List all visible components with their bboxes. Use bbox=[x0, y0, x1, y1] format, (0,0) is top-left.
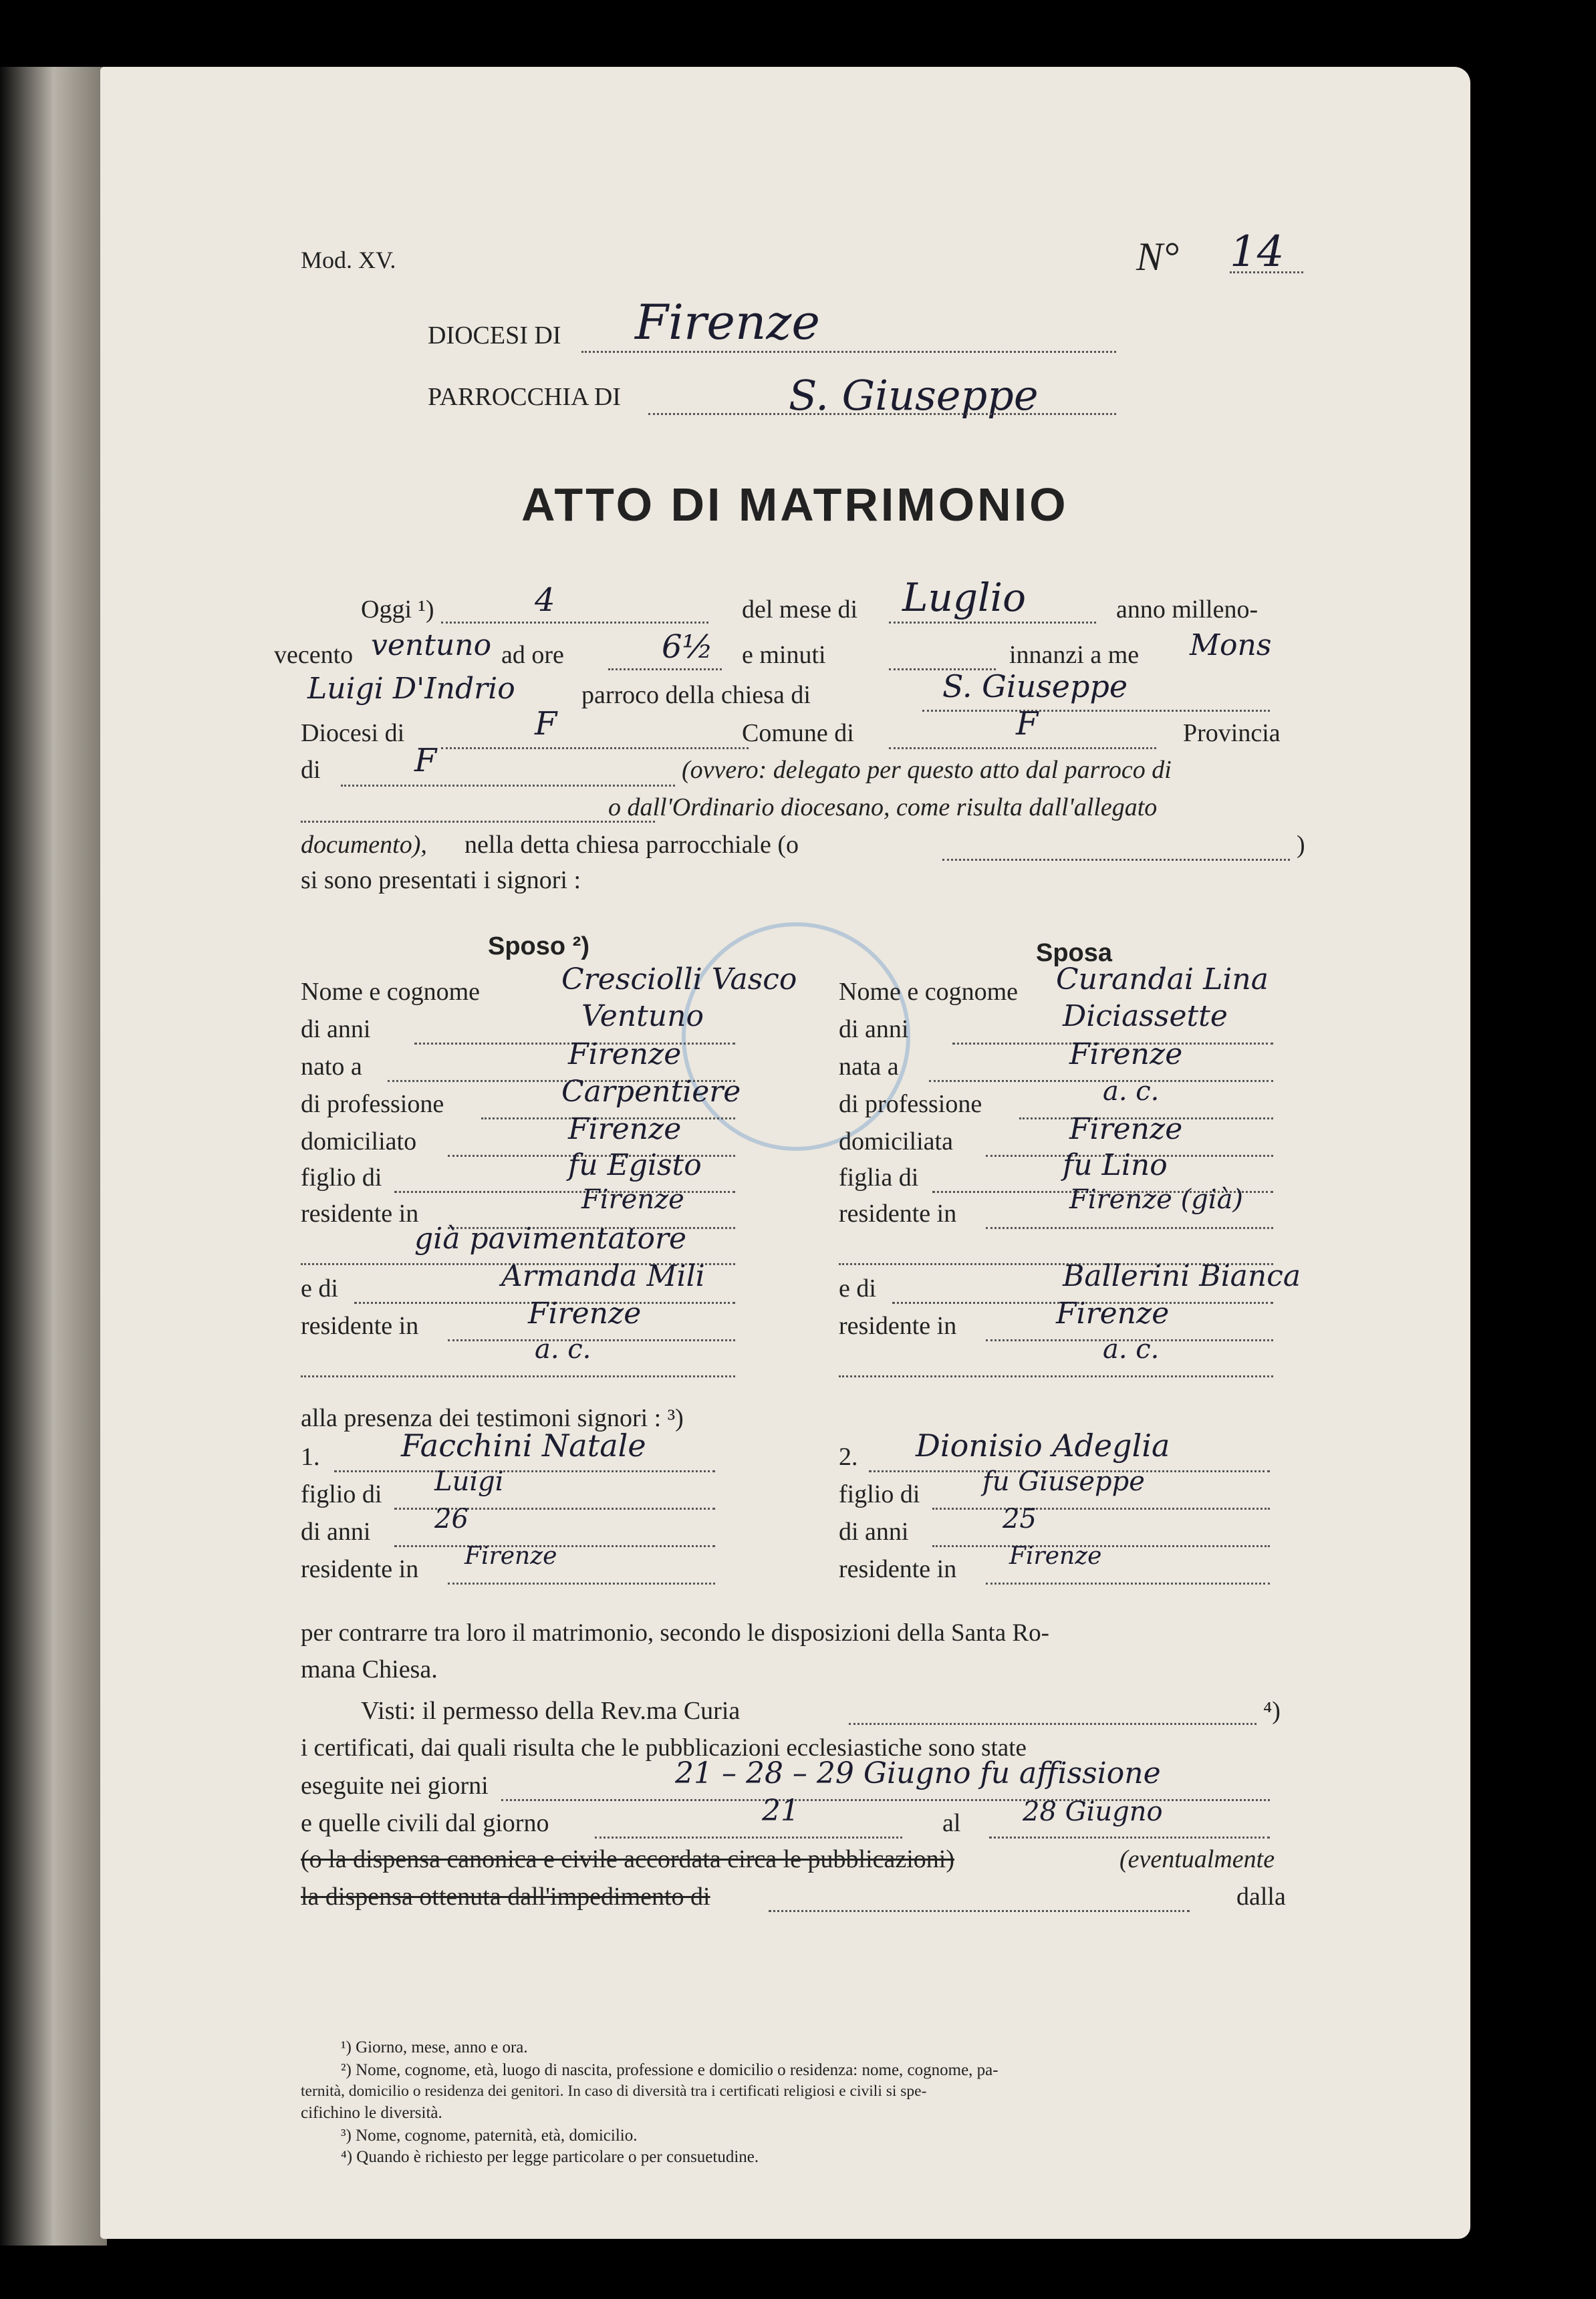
paren-close: ) bbox=[1297, 831, 1305, 859]
t2-anni-label: di anni bbox=[839, 1518, 909, 1546]
t2-name: Dionisio Adeglia bbox=[916, 1428, 1170, 1464]
sposo-nome-label: Nome e cognome bbox=[301, 978, 481, 1006]
sposa-prof-value: a. c. bbox=[1103, 1076, 1160, 1107]
del-mese-label: del mese di bbox=[742, 595, 858, 624]
dispensa-line1: (o la dispensa canonica e civile accordata circa le pubblicazioni) bbox=[301, 1845, 954, 1873]
number-value: 14 bbox=[1230, 227, 1285, 277]
ore-line bbox=[608, 668, 722, 670]
comune-line bbox=[889, 747, 1156, 749]
mese-value: Luglio bbox=[902, 575, 1027, 620]
sposa-res-label: residente in bbox=[839, 1200, 957, 1228]
sposo-dom-value: Firenze bbox=[568, 1112, 682, 1146]
comune-label: Comune di bbox=[742, 719, 854, 747]
t2-figlio-line bbox=[932, 1508, 1270, 1510]
sposa-res2-value: Firenze bbox=[1056, 1297, 1170, 1331]
chiesa-parrocchiale-line bbox=[942, 859, 1290, 861]
diocesi-line bbox=[581, 351, 1116, 353]
eseguite-value: 21 – 28 – 29 Giugno fu affissione bbox=[675, 1756, 1161, 1790]
sposo-prof-value: Carpentiere bbox=[561, 1075, 741, 1109]
sposa-heading: Sposa bbox=[1036, 939, 1113, 967]
footnote-2c: cifichino le diversità. bbox=[301, 2104, 442, 2122]
sposo-nome-value: Cresciolli Vasco bbox=[561, 962, 797, 996]
certificati-line: i certificati, dai quali risulta che le pubblicazioni ecclesiastiche sono state bbox=[301, 1734, 1027, 1762]
sposa-edi-label: e di bbox=[839, 1274, 876, 1303]
chiesa-line bbox=[922, 710, 1270, 712]
footnote-2b: ternità, domicilio o residenza dei genitori. In caso di diversità tra i certificati religiosi e civili si spe- bbox=[301, 2082, 927, 2100]
t1-name: Facchini Natale bbox=[401, 1428, 646, 1464]
sposo-res2-extra-line bbox=[301, 1375, 735, 1377]
ad-ore-label: ad ore bbox=[501, 641, 564, 669]
ovvero-line1: (ovvero: delegato per questo atto dal parroco di bbox=[682, 756, 1172, 784]
sposo-heading: Sposo ²) bbox=[488, 932, 589, 960]
oggi-label: Oggi ¹) bbox=[361, 595, 434, 624]
dispensa-line2: la dispensa ottenuta dall'impedimento di bbox=[301, 1883, 710, 1911]
sposa-figlia-label: figlia di bbox=[839, 1164, 919, 1192]
civili-label: e quelle civili dal giorno bbox=[301, 1809, 549, 1837]
sposo-anni-value: Ventuno bbox=[581, 999, 704, 1033]
mons-value: Mons bbox=[1190, 628, 1272, 662]
sposa-prof-label: di professione bbox=[839, 1090, 982, 1118]
t1-name-line bbox=[334, 1470, 715, 1472]
comune-value: F bbox=[1016, 705, 1039, 742]
t2-num: 2. bbox=[839, 1443, 858, 1471]
t2-res-label: residente in bbox=[839, 1555, 957, 1583]
sposo-figlio-value: fu Egisto bbox=[568, 1148, 702, 1182]
visti-line bbox=[849, 1723, 1256, 1725]
anno-label: anno milleno- bbox=[1116, 595, 1258, 624]
t1-figlio-value: Luigi bbox=[434, 1466, 504, 1497]
sposo-nato-label: nato a bbox=[301, 1053, 362, 1081]
diocesi-di-label: Diocesi di bbox=[301, 719, 405, 747]
mese-line bbox=[889, 622, 1096, 624]
minuti-label: e minuti bbox=[742, 641, 826, 669]
sposa-nata-line bbox=[929, 1080, 1273, 1082]
vecento-label: vecento bbox=[274, 641, 354, 669]
eseguite-label: eseguite nei giorni bbox=[301, 1772, 489, 1800]
book-spine bbox=[0, 67, 107, 2246]
t2-figlio-value: fu Giuseppe bbox=[982, 1466, 1145, 1497]
diocesi-di-line bbox=[441, 747, 749, 749]
sposa-nata-label: nata a bbox=[839, 1053, 899, 1081]
t2-figlio-label: figlio di bbox=[839, 1480, 920, 1508]
al-line bbox=[989, 1837, 1270, 1839]
diocesi-di-value: F bbox=[535, 705, 557, 742]
diocesi-label: DIOCESI DI bbox=[428, 321, 561, 350]
parroco-name: Luigi D'Indrio bbox=[307, 672, 515, 706]
ovvero-line2: o dall'Ordinario diocesano, come risulta dall'allegato bbox=[608, 793, 1158, 821]
sposa-dom-value: Firenze bbox=[1069, 1112, 1183, 1146]
sposo-figlio-label: figlio di bbox=[301, 1164, 382, 1192]
parrocchia-value: S. Giuseppe bbox=[789, 371, 1039, 420]
sposa-figlia-value: fu Lino bbox=[1063, 1148, 1168, 1182]
sposo-res2-extra: a. c. bbox=[535, 1334, 591, 1365]
documento-label: documento), bbox=[301, 831, 427, 859]
sposa-nome-label: Nome e cognome bbox=[839, 978, 1019, 1006]
sposo-edi-label: e di bbox=[301, 1274, 338, 1303]
sposa-res2-extra: a. c. bbox=[1103, 1334, 1160, 1365]
provincia-label: Provincia bbox=[1183, 719, 1281, 747]
t1-res-value: Firenze bbox=[464, 1542, 557, 1570]
parrocchia-line bbox=[648, 413, 1116, 415]
al-value: 28 Giugno bbox=[1023, 1796, 1163, 1827]
anno-value: ventuno bbox=[371, 628, 492, 662]
di-value: F bbox=[414, 742, 437, 779]
chiesa-value: S. Giuseppe bbox=[942, 668, 1128, 704]
presentati-label: si sono presentati i signori : bbox=[301, 866, 581, 894]
sposa-dom-label: domiciliata bbox=[839, 1127, 953, 1156]
sposo-edi-value: Armanda Mili bbox=[501, 1259, 705, 1293]
sposo-prof-label: di professione bbox=[301, 1090, 444, 1118]
di-line bbox=[341, 785, 675, 787]
sposo-nato-value: Firenze bbox=[568, 1037, 682, 1071]
chiesa-parrocchiale-label: nella detta chiesa parrocchiale (o bbox=[464, 831, 799, 859]
footnote-3: ³) Nome, cognome, paternità, età, domicilio. bbox=[341, 2127, 638, 2145]
sposo-res-label: residente in bbox=[301, 1200, 419, 1228]
visti-label: Visti: il permesso della Rev.ma Curia bbox=[361, 1697, 741, 1725]
eventualmente-label: (eventualmente bbox=[1119, 1845, 1275, 1873]
form-model: Mod. XV. bbox=[301, 247, 396, 273]
sposa-edi-value: Ballerini Bianca bbox=[1063, 1259, 1301, 1293]
ore-value: 6½ bbox=[662, 628, 714, 666]
sposo-res2-value: Firenze bbox=[528, 1297, 642, 1331]
visti-footnote: ⁴) bbox=[1263, 1697, 1281, 1725]
sposa-nata-value: Firenze bbox=[1069, 1037, 1183, 1071]
sposo-dom-label: domiciliato bbox=[301, 1127, 417, 1156]
footnote-2: ²) Nome, cognome, età, luogo di nascita, professione e domicilio o residenza: nome, cognome, pa- bbox=[341, 2061, 999, 2079]
civili-value: 21 bbox=[762, 1794, 799, 1828]
closing-line1: per contrarre tra loro il matrimonio, secondo le disposizioni della Santa Ro- bbox=[301, 1619, 1049, 1647]
ovvero-parroco-line bbox=[301, 821, 655, 823]
parroco-label: parroco della chiesa di bbox=[581, 681, 811, 709]
t1-num: 1. bbox=[301, 1443, 320, 1471]
sposa-res2-extra-line bbox=[839, 1375, 1273, 1377]
t2-anni-value: 25 bbox=[1003, 1504, 1037, 1534]
sposo-extra-value: già pavimentatore bbox=[414, 1222, 687, 1256]
testimoni-heading: alla presenza dei testimoni signori : ³) bbox=[301, 1404, 684, 1432]
sposa-res2-label: residente in bbox=[839, 1312, 957, 1340]
t1-figlio-label: figlio di bbox=[301, 1480, 382, 1508]
document-page bbox=[100, 67, 1470, 2239]
sposo-res2-label: residente in bbox=[301, 1312, 419, 1340]
footnote-4: ⁴) Quando è richiesto per legge particolare o per consuetudine. bbox=[341, 2148, 759, 2166]
oggi-value: 4 bbox=[535, 581, 555, 619]
dalla-label: dalla bbox=[1236, 1883, 1286, 1911]
number-line bbox=[1230, 271, 1303, 273]
t1-anni-value: 26 bbox=[434, 1504, 469, 1534]
t1-res-label: residente in bbox=[301, 1555, 419, 1583]
al-label: al bbox=[942, 1809, 961, 1837]
sposo-res2-line bbox=[448, 1339, 735, 1341]
footnote-1: ¹) Giorno, mese, anno e ora. bbox=[341, 2038, 528, 2056]
sposa-anni-value: Diciassette bbox=[1063, 999, 1228, 1033]
sposa-res-line bbox=[986, 1227, 1273, 1229]
di-label: di bbox=[301, 756, 321, 784]
innanzi-label: innanzi a me bbox=[1009, 641, 1140, 669]
sposa-res-value: Firenze (già) bbox=[1069, 1184, 1244, 1215]
t1-anni-label: di anni bbox=[301, 1518, 371, 1546]
dispensa-line bbox=[769, 1910, 1190, 1912]
sposo-anni-label: di anni bbox=[301, 1015, 371, 1043]
oggi-line bbox=[441, 622, 708, 624]
document-title: ATTO DI MATRIMONIO bbox=[521, 479, 1069, 531]
t2-res-value: Firenze bbox=[1009, 1542, 1102, 1570]
number-label: N° bbox=[1136, 235, 1180, 279]
t1-res-line bbox=[448, 1583, 715, 1585]
diocesi-value: Firenze bbox=[635, 294, 820, 350]
sposo-res-value: Firenze bbox=[581, 1184, 684, 1215]
sposa-nome-value: Curandai Lina bbox=[1056, 962, 1269, 996]
parrocchia-label: PARROCCHIA DI bbox=[428, 383, 621, 411]
closing-line2: mana Chiesa. bbox=[301, 1655, 438, 1683]
t2-res-line bbox=[986, 1583, 1270, 1585]
sposa-anni-label: di anni bbox=[839, 1015, 909, 1043]
civili-line bbox=[595, 1837, 902, 1839]
